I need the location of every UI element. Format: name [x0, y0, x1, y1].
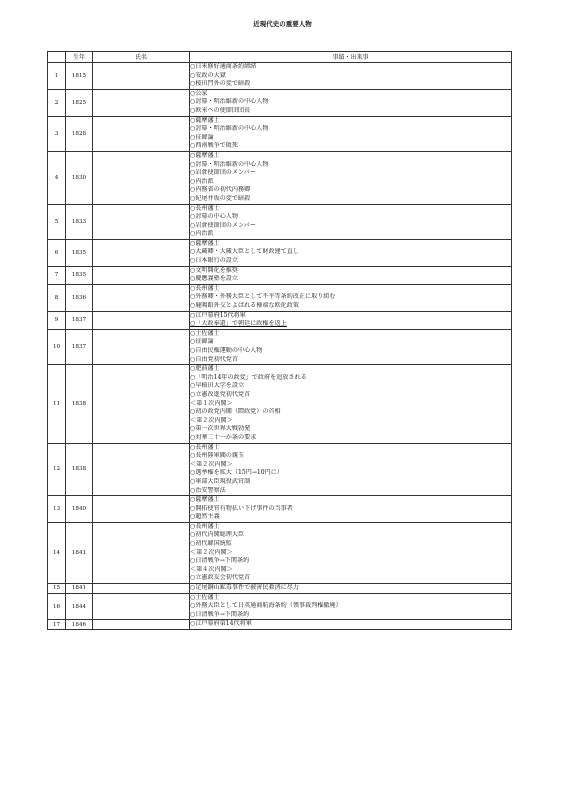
row-number: 13: [48, 496, 66, 523]
name-cell: [93, 89, 190, 116]
event-line: ○足尾銅山鉱毒事件で被害民救済に尽力: [190, 584, 299, 592]
name-cell: [93, 266, 190, 284]
event-line: ○岩倉使節団のメンバー: [190, 169, 256, 177]
events-cell: [190, 116, 512, 151]
table-row: [48, 584, 512, 594]
events-cell: [190, 89, 512, 116]
row-number: 12: [48, 443, 66, 496]
events-cell: [190, 593, 512, 620]
birth-year-cell: 1825: [66, 89, 93, 116]
row-number: 6: [48, 239, 66, 266]
row-number: 3: [48, 116, 66, 151]
table-row: [48, 311, 512, 329]
event-line: ○肥前藩士: [190, 365, 220, 373]
birth-year-cell: 1841: [66, 584, 93, 594]
birth-year-cell: 1846: [66, 620, 93, 630]
table-row: [48, 89, 512, 116]
people-table: [47, 51, 512, 630]
event-line: ○土佐藩士: [190, 593, 220, 601]
event-line: ○西南戦争で敗死: [190, 142, 238, 150]
table-row: [48, 204, 512, 239]
row-number: 16: [48, 593, 66, 620]
table-row: [48, 365, 512, 443]
birth-year-cell: 1841: [66, 522, 93, 583]
event-line: ○早稲田大学を設立: [190, 382, 245, 390]
events-cell: [190, 284, 512, 311]
row-number: 15: [48, 584, 66, 594]
table-row: [48, 329, 512, 364]
event-line: ○自由民権運動の中心人物: [190, 347, 263, 354]
row-number: 11: [48, 365, 66, 443]
event-line: ○薩摩藩士: [190, 151, 220, 159]
event-line: ○薩摩藩士: [190, 496, 220, 504]
row-number: 10: [48, 329, 66, 364]
event-line: ○桜田門外の変で暗殺: [190, 80, 251, 88]
birth-year-cell: 1833: [66, 204, 93, 239]
name-cell: [93, 311, 190, 329]
event-line: ○岩倉使節団のメンバー: [190, 221, 256, 229]
name-cell: [93, 593, 190, 620]
table-row: [48, 496, 512, 523]
event-line: ○安政の大獄: [190, 71, 226, 79]
row-number: 2: [48, 89, 66, 116]
event-line: ＜第４次内閣＞: [190, 565, 233, 573]
event-line: ○長州藩士: [190, 284, 220, 292]
birth-year-cell: 1838: [66, 365, 93, 443]
event-line: ○長州藩士: [190, 522, 220, 530]
events-cell: [190, 239, 512, 266]
event-line: ○対華二十一か条の要求: [190, 433, 257, 441]
birth-year-cell: 1828: [66, 116, 93, 151]
table-row: [48, 239, 512, 266]
event-line: ○長州陸軍閥の親玉: [190, 452, 245, 460]
event-line: ＜第２次内閣＞: [190, 460, 233, 468]
event-line: ○治安警察法: [190, 486, 226, 494]
event-line: ○立憲改進党初代党首: [190, 390, 251, 398]
header-events: 事績・出来事: [190, 52, 512, 63]
row-number: 8: [48, 284, 66, 311]
table-row: [48, 63, 512, 90]
event-line: ＜第２次内閣＞: [190, 416, 233, 424]
event-line: ○超然主義: [190, 513, 220, 521]
header-birth-year: 生年: [66, 52, 93, 63]
header-number: [48, 52, 66, 63]
event-line: ○日清戦争→下関条約: [190, 610, 250, 618]
event-line: ＜第１次内閣＞: [190, 399, 233, 407]
event-line: ○討幕・明治維新の中心人物: [190, 98, 269, 106]
birth-year-cell: 1836: [66, 284, 93, 311]
table-header-row: [48, 52, 512, 63]
birth-year-cell: 1844: [66, 593, 93, 620]
name-cell: [93, 620, 190, 630]
events-cell: [190, 63, 512, 90]
event-line: ○大蔵卿・大蔵大臣として財政建て直し: [190, 248, 299, 256]
event-line: ○初の政党内閣（隈政党）の首相: [190, 408, 281, 416]
event-line: ○自由党初代党首: [190, 355, 238, 363]
events-cell: [190, 443, 512, 496]
event-line: ○長州藩士: [190, 204, 220, 212]
table-row: [48, 620, 512, 630]
event-line: ○開拓使官有物払い下げ事件の当事者: [190, 504, 293, 512]
event-line: ＜第２次内閣＞: [190, 548, 233, 556]
events-cell: [190, 496, 512, 523]
table-row: [48, 443, 512, 496]
birth-year-cell: 1815: [66, 63, 93, 90]
event-line: ○公家: [190, 89, 208, 97]
events-cell: [190, 522, 512, 583]
event-line: ○討幕・明治維新の中心人物: [190, 160, 269, 168]
birth-year-cell: 1840: [66, 496, 93, 523]
name-cell: [93, 496, 190, 523]
event-line: ○日米修好通商条約締結: [190, 63, 257, 70]
table-row: [48, 284, 512, 311]
event-line: ○立憲政友会初代党首: [190, 574, 251, 582]
event-line: ○外務卿・外務大臣として不平等条約改正に取り組む: [190, 293, 336, 301]
event-line: ○軍部大臣現役武官制: [190, 477, 251, 485]
birth-year-cell: 1835: [66, 266, 93, 284]
event-line: ○内治派: [190, 177, 214, 185]
name-cell: [93, 151, 190, 204]
event-line: ○外務大臣として日英通商航海条約（領事裁判権撤廃）: [190, 602, 342, 610]
event-line: ○慶應義塾を設立: [190, 275, 238, 283]
name-cell: [93, 584, 190, 594]
event-line: ○薩摩藩士: [190, 239, 220, 247]
table-row: [48, 266, 512, 284]
name-cell: [93, 239, 190, 266]
events-cell: [190, 151, 512, 204]
event-line: ○「大政奉還」で朝廷に政権を返上: [190, 320, 287, 328]
event-line: ○文明開化を推奨: [190, 266, 238, 274]
events-cell: [190, 620, 512, 630]
birth-year-cell: 1838: [66, 443, 93, 496]
row-number: 5: [48, 204, 66, 239]
row-number: 4: [48, 151, 66, 204]
event-line: ○紀尾井坂の変で暗殺: [190, 194, 251, 202]
event-line: ○内治派: [190, 230, 214, 238]
event-line: ○日本銀行の設立: [190, 257, 238, 265]
table-body: [48, 63, 512, 630]
event-line: ○欧米への使節団団長: [190, 106, 251, 114]
name-cell: [93, 284, 190, 311]
event-line: ○日清戦争→下関条約: [190, 557, 250, 565]
name-cell: [93, 443, 190, 496]
birth-year-cell: 1837: [66, 329, 93, 364]
event-line: ○「明治14年の政変」で政府を追放される: [190, 373, 307, 381]
name-cell: [93, 522, 190, 583]
event-line: ○第一次世界大戦勃発: [190, 425, 251, 433]
events-cell: [190, 329, 512, 364]
event-line: ○長州藩士: [190, 443, 220, 451]
birth-year-cell: 1835: [66, 239, 93, 266]
table-row: [48, 116, 512, 151]
table-row: [48, 593, 512, 620]
row-number: 9: [48, 311, 66, 329]
name-cell: [93, 63, 190, 90]
events-cell: [190, 365, 512, 443]
event-line: ○土佐藩士: [190, 329, 220, 337]
birth-year-cell: 1830: [66, 151, 93, 204]
table-row: [48, 522, 512, 583]
table-row: [48, 151, 512, 204]
row-number: 1: [48, 63, 66, 90]
events-cell: [190, 266, 512, 284]
event-line: ○初代内閣総理大臣: [190, 531, 245, 539]
name-cell: [93, 365, 190, 443]
name-cell: [93, 204, 190, 239]
event-line: ○薩摩藩士: [190, 116, 220, 124]
events-cell: [190, 204, 512, 239]
row-number: 14: [48, 522, 66, 583]
event-line: ○内務省の初代内務卿: [190, 186, 251, 194]
event-line: ○江戸幕府15代将軍: [190, 311, 246, 319]
header-name: 氏名: [93, 52, 190, 63]
event-line: ○初代韓国統監: [190, 540, 232, 548]
event-line: ○討幕の中心人物: [190, 213, 238, 221]
name-cell: [93, 329, 190, 364]
row-number: 7: [48, 266, 66, 284]
event-line: ○江戸幕府第14代将軍: [190, 620, 252, 628]
event-line: ○鹿鳴館外交とよばれる極端な欧化政策: [190, 302, 299, 310]
event-line: ○討幕・明治維新の中心人物: [190, 125, 269, 133]
event-line: ○征韓論: [190, 338, 214, 346]
events-cell: [190, 584, 512, 594]
page-title: 近現代史の重要人物: [253, 20, 312, 28]
row-number: 17: [48, 620, 66, 630]
birth-year-cell: 1837: [66, 311, 93, 329]
name-cell: [93, 116, 190, 151]
event-line: ○選挙権を拡大（15円→10円に）: [190, 469, 283, 477]
events-cell: [190, 311, 512, 329]
event-line: ○征韓論: [190, 133, 214, 141]
